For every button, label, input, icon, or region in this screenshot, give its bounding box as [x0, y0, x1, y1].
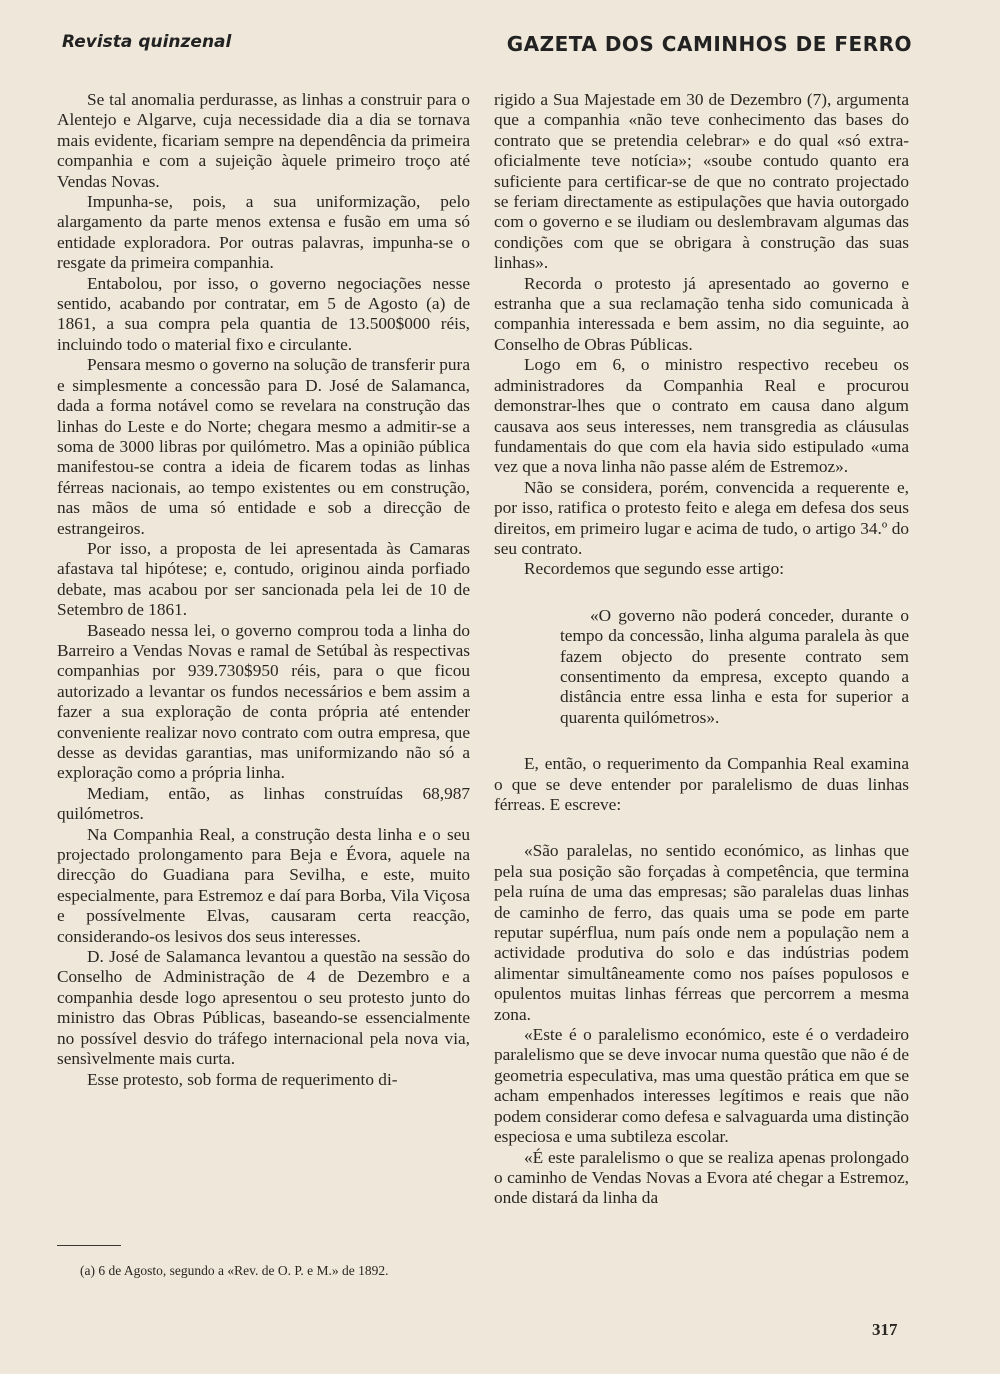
footnote: (a) 6 de Agosto, segundo a «Rev. de O. P. e M.» de 1892.: [80, 1263, 389, 1278]
paragraph: Mediam, então, as linhas construídas 68,987 quilómetros.: [57, 783, 470, 824]
paragraph: Logo em 6, o ministro respectivo recebeu os administradores da Companhia Real e procurou demonstrar-lhes que o contrato em causa dano algum causava aos seus interesses, nem transgredia as cláusulas fundamentais do que com ela havia sido estipulado «uma vez que a nova linha não passe além de Estremoz».: [494, 355, 909, 477]
quote-paragraph: «Este é o paralelismo económico, este é o verdadeiro paralelismo que se deve invocar numa questão que não é de geometria especulativa, mas uma questão prática em que se acham empenhados interesses legítimos e reais que não podem considerar como defesa e salvaguarda uma distinção especiosa e uma subtileza escolar.: [494, 1025, 909, 1147]
paragraph: Se tal anomalia perdurasse, as linhas a construir para o Alentejo e Algarve, cuja necessidade dia a dia se tornava mais evidente, ficariam sempre na dependência da primeira companhia e com a sujeição àquele primeiro troço até Vendas Novas.: [57, 90, 470, 191]
paragraph: Na Companhia Real, a construção desta linha e o seu projectado prolongamento para Beja e Évora, aquele na direcção do Guadiana para Sevilha, e este, muito especialmente, para Estremoz e daí para Borba, Vila Viçosa e possívelmente Elvas, causaram certa reacção, considerando-os lesivos dos seus interesses.: [57, 824, 470, 946]
footnote-divider: [57, 1245, 121, 1246]
right-column: [494, 90, 909, 1209]
paragraph: D. José de Salamanca levantou a questão na sessão do Conselho de Administração de 4 de Dezembro e a companhia desde logo apresentou o seu protesto junto do ministro das Obras Públicas, baseando-se essencialmente no possível desvio do tráfego internacional pela nova via, sensìvelmente mais curta.: [57, 947, 470, 1069]
quote-paragraph: «São paralelas, no sentido económico, as linhas que pela sua posição são forçadas à competência, que termina pela ruína de uma das empresas; são paralelas duas linhas de caminho de ferro, das quais uma se pode em parte reputar supérflua, num país onde nem a população nem a actividade produtiva do solo e das indústrias podem alimentar simultâneamente como nos países populosos e opulentos muitas linhas férreas que percorrem a mesma zona.: [494, 841, 909, 1024]
paragraph: Impunha-se, pois, a sua uniformização, pelo alargamento da parte menos extensa e fusão em uma só entidade exploradora. Por outras palavras, impunha-se o resgate da primeira companhia.: [57, 192, 470, 273]
paragraph-continuation: rigido a Sua Majestade em 30 de Dezembro (7), argumenta que a companhia «não teve conhecimento das bases do contrato que se pretendia celebrar» e do qual «só extra-oficialmente teve notícia»; «soube contudo quanto era suficiente para certificar-se de que no contrato projectado se feriam directamente as estipulações que havia outorgado com o governo e se iludiam ou deslembravam algumas das condições com que se obrigara à construção das suas linhas».: [494, 90, 909, 273]
paragraph: Pensara mesmo o governo na solução de transferir pura e simplesmente a concessão para D. José de Salamanca, dada a forma notável como se revelara na construção das linhas do Leste e do Norte; chegara mesmo a admitir-se a soma de 3000 libras por quilómetro. Mas a opinião pública manifestou-se contra a ideia de ficarem todas as linhas férreas nacionais, ao tempo existentes ou em construção, nas mãos de uma só entidade e sob a direcção de estrangeiros.: [57, 355, 470, 538]
quote-paragraph: «É este paralelismo o que se realiza apenas prolongado o caminho de Vendas Novas a Evora até chegar a Estremoz, onde distará da linha da: [494, 1147, 909, 1208]
paragraph: Esse protesto, sob forma de requerimento di-: [87, 1069, 398, 1089]
second-block-quote: [494, 841, 909, 1208]
page-number: 317: [872, 1320, 898, 1339]
block-quote: [494, 606, 909, 728]
paragraph: Baseado nessa lei, o governo comprou toda a linha do Barreiro a Vendas Novas e ramal de Setúbal às respectivas companhias por 939.730$950 réis, para o que ficou autorizado a levantar os fundos necessários e bem assim a fazer a sua exploração de conta própria até entender conveniente realizar novo contrato com outra empresa, que desse as devidas garantias, mas uniformizando não só a exploração como a própria linha.: [57, 620, 470, 783]
journal-title: GAZETA DOS CAMINHOS DE FERRO: [506, 32, 912, 56]
publication-frequency: Revista quinzenal: [62, 32, 232, 52]
paragraph: E, então, o requerimento da Companhia Real examina o que se deve entender por paralelismo de duas linhas férreas. E escreve:: [494, 754, 909, 814]
paragraph: Por isso, a proposta de lei apresentada às Camaras afastava tal hipótese; e, contudo, originou ainda porfiado debate, mas acabou por ser sancionada pela lei de 10 de Setembro de 1861.: [57, 538, 470, 620]
paragraph: Recordemos que segundo esse artigo:: [524, 559, 785, 579]
left-column: [57, 90, 470, 1090]
paragraph: Recorda o protesto já apresentado ao governo e estranha que a sua reclamação tenha sido comunicada à companhia interessada e bem assim, no dia seguinte, ao Conselho de Obras Públicas.: [494, 273, 909, 354]
paragraph: Não se considera, porém, convencida a requerente e, por isso, ratifica o protesto feito e alega em defesa dos seus direitos, em primeiro lugar e acima de tudo, o artigo 34.º do seu contrato.: [494, 477, 909, 558]
quote-text: «O governo não poderá conceder, durante o tempo da concessão, linha alguma paralela às que fazem objecto do presente contrato sem consentimento da empresa, excepto quando a distância entre essa linha e esta for superior a quarenta quilómetros».: [560, 605, 909, 727]
paragraph: Entabolou, por isso, o governo negociações nesse sentido, acabando por contratar, em 5 de Agosto (a) de 1861, a sua compra pela quantia de 13.500$000 réis, incluindo todo o material fixo e circulante.: [57, 273, 470, 354]
